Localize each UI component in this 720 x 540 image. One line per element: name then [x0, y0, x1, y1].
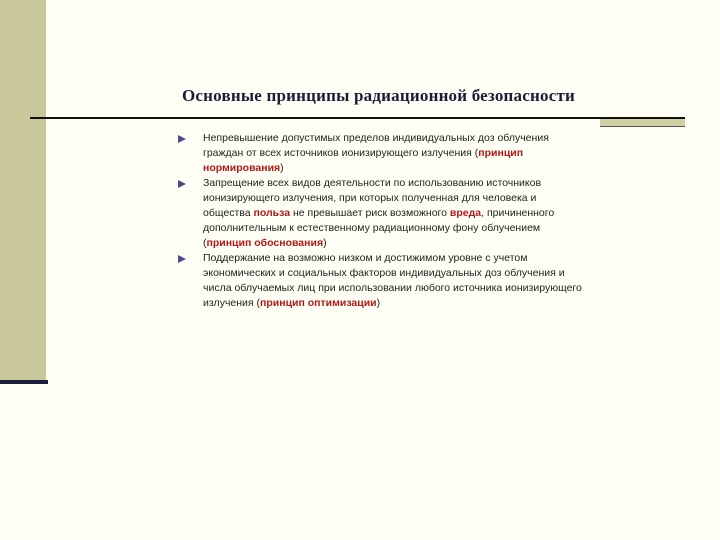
- bullet-text: Непревышение допустимых пределов индивидуальных доз облучения граждан от всех источников ионизирующего излучения (: [203, 132, 549, 159]
- bullet-text-end: ): [323, 237, 327, 249]
- bullet-text-end: ): [280, 162, 284, 174]
- bullet-text: Запрещение всех видов деятельности по использованию источников ионизирующего излучения, при которых полученная для человека и общества: [203, 177, 542, 219]
- title-divider: [30, 117, 685, 119]
- list-item-optimizatsiya: [178, 251, 583, 311]
- title-divider-accent-line: [600, 126, 685, 127]
- left-bar-bottom-line: [0, 380, 48, 384]
- arrow-bullet-icon: [178, 255, 186, 263]
- arrow-bullet-icon: [178, 180, 186, 188]
- principle-name: принцип нормирования: [203, 147, 524, 174]
- highlight-vreda: вреда: [449, 207, 482, 219]
- bullet-text-mid: , причиненного дополнительным к естественному радиационному фону облучением (: [203, 207, 555, 249]
- highlight-polza: польза: [253, 207, 291, 219]
- bullet-text-end: ): [376, 297, 381, 309]
- principle-name: принцип обоснования: [206, 237, 324, 249]
- principles-list: [178, 131, 583, 311]
- list-item-normirovanie: [178, 131, 583, 176]
- slide-title: Основные принципы радиационной безопасности: [182, 86, 575, 105]
- bullet-text-mid: не превышает риск возможного: [290, 207, 450, 219]
- bullet-text: Поддержание на возможно низком и достижимом уровне с учетом экономических и социальных факторов индивидуальных доз облучения и числа облучаемых лиц при использовании любого источника ионизирующего излучения (: [203, 252, 582, 309]
- left-decorative-bar: [0, 0, 46, 382]
- list-item-obosnovanie: [178, 176, 583, 251]
- arrow-bullet-icon: [178, 135, 186, 143]
- principle-name: принцип оптимизации: [260, 297, 377, 309]
